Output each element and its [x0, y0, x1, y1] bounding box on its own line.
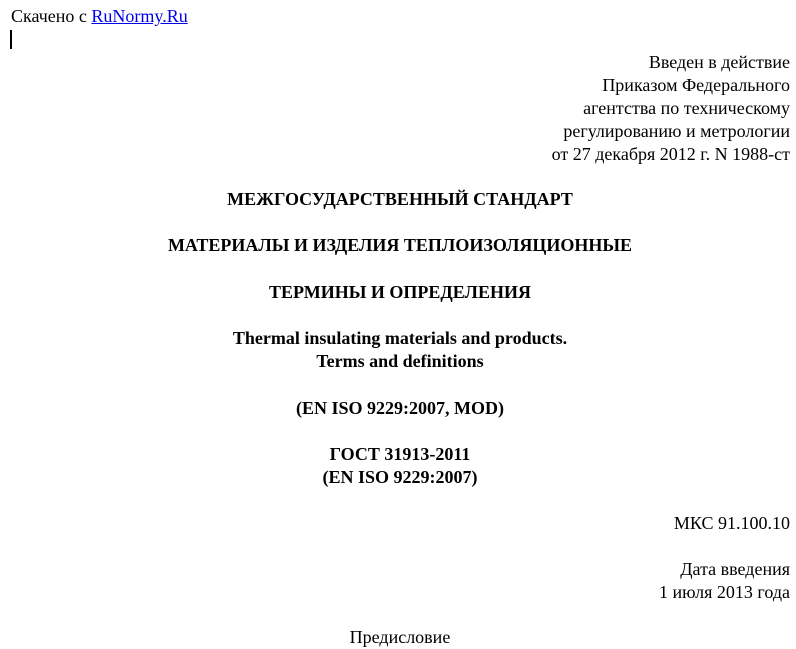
foreword-heading-text: Предисловие [349, 627, 451, 647]
section-text: ТЕРМИНЫ И ОПРЕДЕЛЕНИЯ [269, 282, 531, 302]
english-title-line2: Terms and definitions [316, 351, 484, 371]
intro-line: Приказом Федерального [602, 75, 790, 95]
intro-line: агентства по техническому [583, 98, 790, 118]
gost-equivalent: (EN ISO 9229:2007) [322, 467, 478, 487]
text-cursor [10, 30, 12, 49]
effective-date-block [659, 558, 790, 604]
intro-line: регулированию и метрологии [563, 121, 790, 141]
equivalence-note [0, 397, 796, 420]
equivalence-text: (EN ISO 9229:2007, MOD) [296, 398, 504, 418]
download-source-line [11, 5, 188, 28]
intro-line: от 27 декабря 2012 г. N 1988-ст [551, 144, 790, 164]
gost-number: ГОСТ 31913-2011 [329, 444, 471, 464]
source-link[interactable]: RuNormy.Ru [91, 6, 188, 26]
download-prefix: Скачено с [11, 6, 87, 26]
standard-type-text: МЕЖГОСУДАРСТВЕННЫЙ СТАНДАРТ [227, 189, 573, 209]
english-title [0, 327, 796, 373]
introduction-block [552, 51, 790, 166]
effective-date-value: 1 июля 2013 года [659, 582, 790, 602]
mks-code: МКС 91.100.10 [673, 513, 790, 533]
classification-code [674, 512, 790, 535]
english-title-line1: Thermal insulating materials and products. [232, 328, 568, 348]
standard-type-heading [0, 188, 796, 211]
section-heading [0, 281, 796, 304]
effective-date-label: Дата введения [680, 559, 790, 579]
subject-text: МАТЕРИАЛЫ И ИЗДЕЛИЯ ТЕПЛОИЗОЛЯЦИОННЫЕ [167, 235, 633, 255]
subject-heading [0, 234, 796, 257]
intro-line: Введен в действие [648, 52, 790, 72]
gost-designation [0, 443, 796, 489]
